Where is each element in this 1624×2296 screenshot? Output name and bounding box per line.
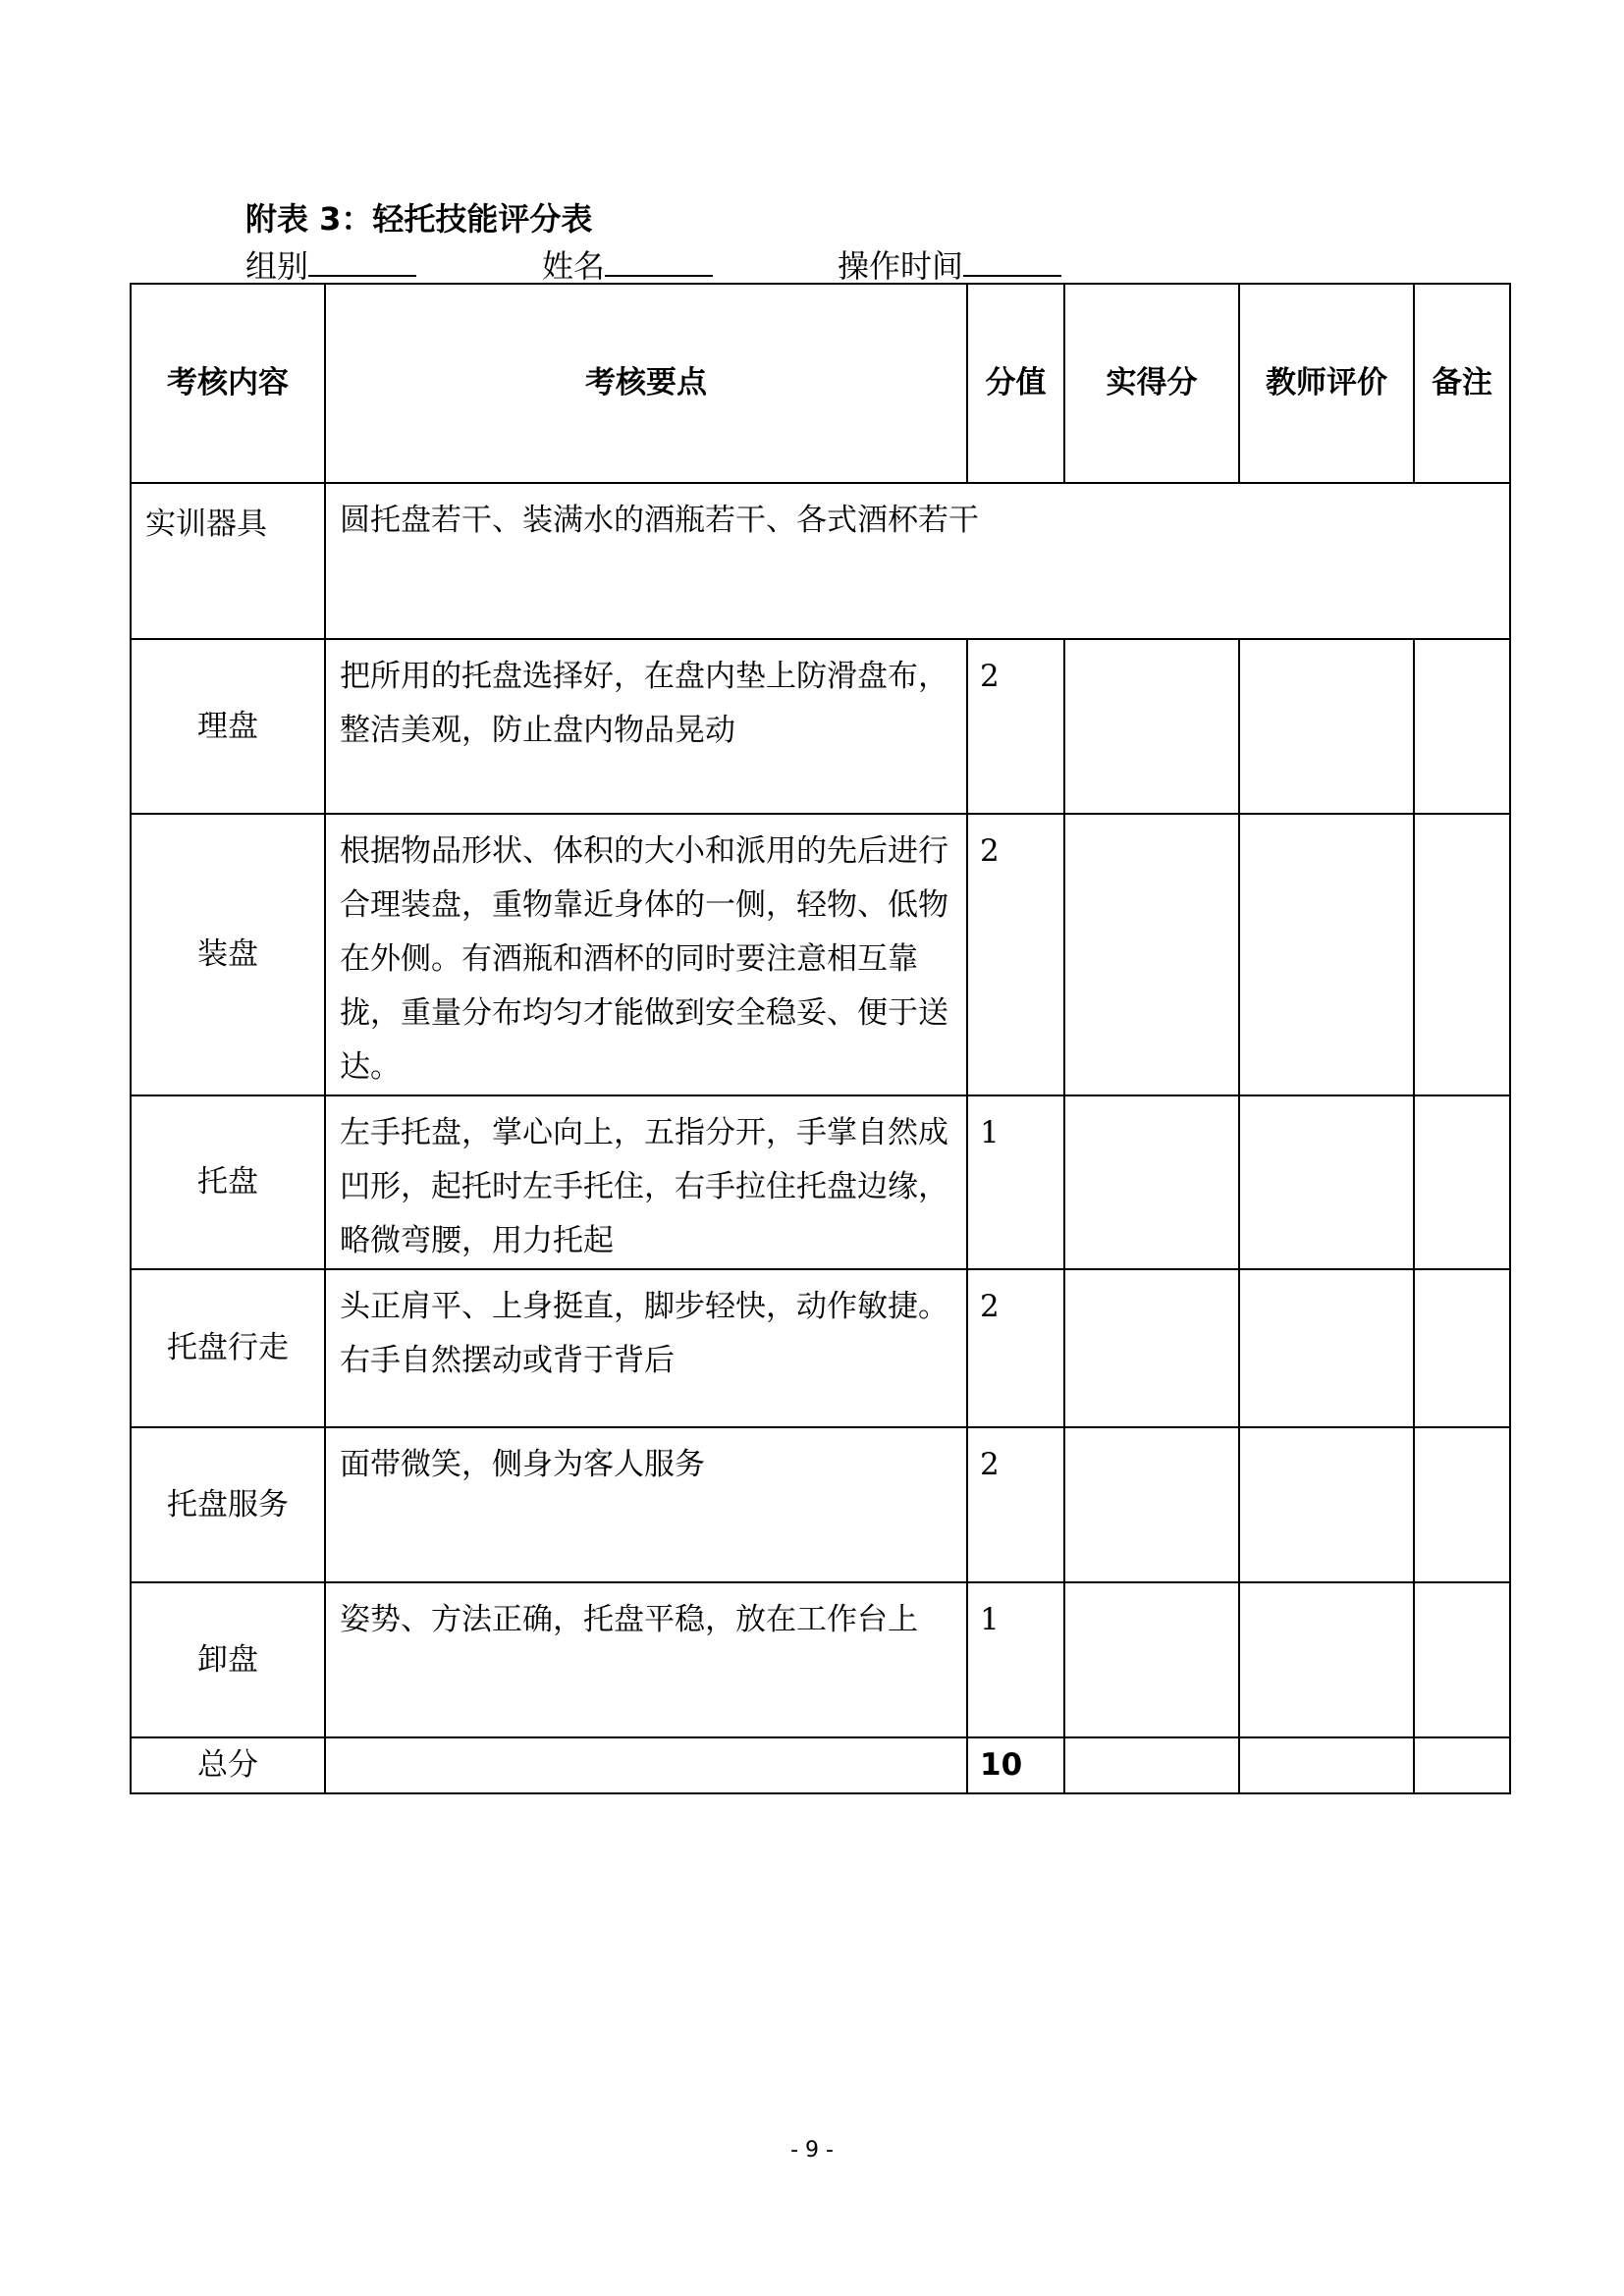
- row-points: 把所用的托盘选择好，在盘内垫上防滑盘布，整洁美观，防止盘内物品晃动: [325, 639, 967, 814]
- time-label: 操作时间: [838, 247, 964, 285]
- header-remarks: 备注: [1414, 284, 1510, 483]
- row-points: 姿势、方法正确，托盘平稳，放在工作台上: [325, 1582, 967, 1737]
- equipment-label: 实训器具: [131, 483, 325, 639]
- teacher-eval-cell: [1239, 1095, 1414, 1269]
- row-category: 卸盘: [131, 1582, 325, 1737]
- total-label: 总分: [131, 1737, 325, 1793]
- page-number: - 9 -: [790, 2138, 834, 2163]
- row-category: 托盘服务: [131, 1427, 325, 1582]
- row-category: 装盘: [131, 814, 325, 1095]
- row-score: 1: [967, 1582, 1064, 1737]
- teacher-eval-cell: [1239, 1269, 1414, 1427]
- teacher-eval-cell: [1239, 1427, 1414, 1582]
- row-points: 左手托盘，掌心向上，五指分开，手掌自然成凹形，起托时左手托住，右手拉住托盘边缘，略微弯腰，用力托起: [325, 1095, 967, 1269]
- actual-score-cell: [1064, 814, 1239, 1095]
- header-points: 考核要点: [325, 284, 967, 483]
- name-blank: [605, 245, 713, 277]
- teacher-eval-cell: [1239, 1582, 1414, 1737]
- header-value: 分值: [967, 284, 1064, 483]
- teacher-eval-cell: [1239, 1737, 1414, 1793]
- header-row: [131, 284, 1510, 483]
- actual-score-cell: [1064, 639, 1239, 814]
- total-points-cell: [325, 1737, 967, 1793]
- teacher-eval-cell: [1239, 814, 1414, 1095]
- group-blank: [308, 245, 416, 277]
- actual-score-cell: [1064, 1427, 1239, 1582]
- remarks-cell: [1414, 1582, 1510, 1737]
- header-category: 考核内容: [131, 284, 325, 483]
- row-points: 头正肩平、上身挺直，脚步轻快，动作敏捷。右手自然摆动或背于背后: [325, 1269, 967, 1427]
- table-row: [131, 1095, 1510, 1269]
- row-points: 面带微笑，侧身为客人服务: [325, 1427, 967, 1582]
- remarks-cell: [1414, 1095, 1510, 1269]
- table-row: [131, 1427, 1510, 1582]
- total-row: [131, 1737, 1510, 1793]
- row-points: 根据物品形状、体积的大小和派用的先后进行合理装盘，重物靠近身体的一侧，轻物、低物在外侧。有酒瓶和酒杯的同时要注意相互靠拢，重量分布均匀才能做到安全稳妥、便于送达。: [325, 814, 967, 1095]
- name-field: [542, 241, 713, 287]
- remarks-cell: [1414, 1737, 1510, 1793]
- remarks-cell: [1414, 639, 1510, 814]
- actual-score-cell: [1064, 1269, 1239, 1427]
- row-category: 托盘行走: [131, 1269, 325, 1427]
- name-label: 姓名: [542, 247, 606, 285]
- row-score: 1: [967, 1095, 1064, 1269]
- actual-score-cell: [1064, 1095, 1239, 1269]
- remarks-cell: [1414, 1427, 1510, 1582]
- group-field: [245, 241, 416, 287]
- header-teacher-eval: 教师评价: [1239, 284, 1414, 483]
- row-score: 2: [967, 814, 1064, 1095]
- row-score: 2: [967, 1269, 1064, 1427]
- equipment-text: 圆托盘若干、装满水的酒瓶若干、各式酒杯若干: [325, 483, 1510, 639]
- table-row: [131, 639, 1510, 814]
- score-table: [130, 283, 1511, 1794]
- equipment-row: [131, 483, 1510, 639]
- form-title: 附表 3：轻托技能评分表: [245, 200, 593, 238]
- row-category: 托盘: [131, 1095, 325, 1269]
- remarks-cell: [1414, 1269, 1510, 1427]
- total-score: 10: [967, 1737, 1064, 1793]
- header-actual-score: 实得分: [1064, 284, 1239, 483]
- time-field: [838, 241, 1061, 287]
- teacher-eval-cell: [1239, 639, 1414, 814]
- table-row: [131, 814, 1510, 1095]
- time-blank: [963, 245, 1061, 277]
- remarks-cell: [1414, 814, 1510, 1095]
- actual-score-cell: [1064, 1582, 1239, 1737]
- table-row: [131, 1582, 1510, 1737]
- group-label: 组别: [245, 247, 309, 285]
- actual-score-cell: [1064, 1737, 1239, 1793]
- row-category: 理盘: [131, 639, 325, 814]
- table-row: [131, 1269, 1510, 1427]
- row-score: 2: [967, 1427, 1064, 1582]
- row-score: 2: [967, 639, 1064, 814]
